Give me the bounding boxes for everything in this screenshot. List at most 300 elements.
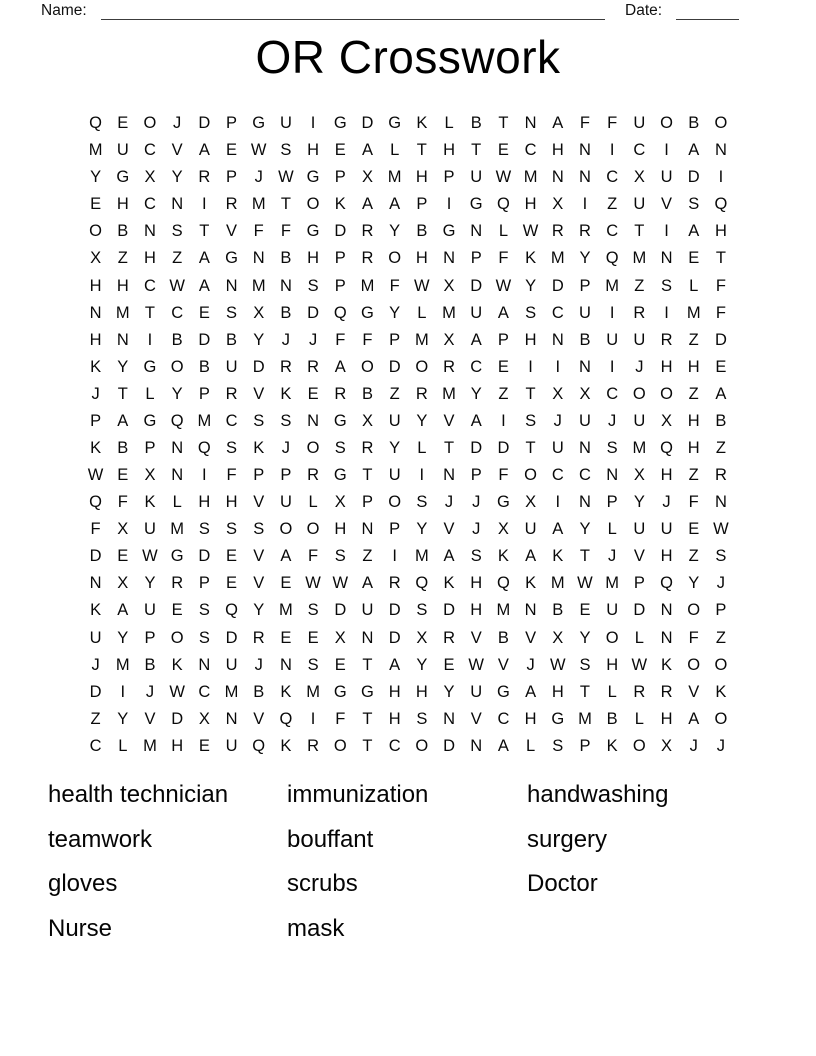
grid-letter: W: [522, 222, 539, 241]
grid-letter: C: [606, 168, 619, 187]
grid-letter: B: [226, 330, 238, 349]
grid-letter: N: [660, 249, 673, 268]
grid-letter: A: [361, 195, 373, 214]
grid-letter: Z: [172, 249, 183, 268]
grid-letter: N: [551, 330, 564, 349]
grid-letter: C: [144, 276, 156, 295]
grid-letter: M: [143, 736, 157, 755]
grid-letter: Q: [197, 438, 211, 457]
grid-letter: J: [635, 357, 644, 376]
grid-letter: F: [90, 520, 101, 539]
grid-letter: J: [608, 547, 617, 566]
grid-letter: E: [198, 303, 210, 322]
grid-letter: W: [468, 655, 484, 674]
grid-letter: G: [333, 682, 347, 701]
grid-letter: X: [361, 168, 373, 187]
grid-letter: T: [362, 709, 373, 728]
grid-letter: X: [552, 384, 564, 403]
grid-letter: D: [470, 276, 483, 295]
grid-letter: A: [497, 303, 509, 322]
grid-letter: X: [117, 520, 129, 539]
grid-letter: L: [634, 709, 644, 728]
grid-letter: A: [280, 547, 292, 566]
grid-letter: Y: [579, 520, 591, 539]
grid-letter: Q: [279, 709, 293, 728]
grid-letter: D: [388, 357, 401, 376]
grid-letter: U: [524, 520, 537, 539]
grid-letter: A: [117, 411, 129, 430]
grid-letter: D: [497, 438, 510, 457]
grid-letter: W: [631, 655, 648, 674]
grid-letter: C: [551, 466, 564, 485]
grid-letter: R: [307, 736, 320, 755]
grid-letter: N: [660, 601, 673, 620]
grid-letter: G: [361, 682, 374, 701]
grid-letter: D: [687, 168, 700, 187]
grid-letter: I: [446, 195, 452, 214]
grid-letter: S: [198, 601, 210, 620]
grid-letter: C: [144, 195, 156, 214]
grid-letter: H: [225, 493, 238, 512]
grid-letter: G: [333, 114, 347, 133]
grid-letter: U: [361, 601, 374, 620]
grid-letter: X: [416, 628, 428, 647]
grid-letter: S: [253, 411, 265, 430]
grid-letter: N: [579, 438, 591, 457]
grid-letter: I: [664, 303, 669, 322]
grid-letter: A: [715, 384, 727, 403]
grid-letter: R: [633, 303, 646, 322]
grid-letter: N: [252, 249, 265, 268]
grid-letter: L: [390, 141, 400, 160]
grid-letter: A: [552, 114, 564, 133]
grid-letter: K: [715, 682, 727, 701]
grid-letter: V: [470, 709, 482, 728]
grid-letter: T: [280, 195, 291, 214]
grid-letter: H: [660, 547, 673, 566]
word-list-item: Nurse: [48, 914, 113, 942]
grid-letter: V: [226, 222, 238, 241]
word-list-item: teamwork: [48, 825, 153, 853]
grid-letter: J: [145, 682, 155, 701]
grid-letter: N: [171, 466, 184, 485]
grid-letter: B: [117, 438, 129, 457]
grid-letter: A: [688, 141, 700, 160]
grid-letter: H: [307, 249, 320, 268]
grid-letter: T: [715, 249, 726, 268]
grid-letter: P: [198, 574, 210, 593]
grid-letter: C: [388, 736, 401, 755]
grid-letter: K: [280, 736, 292, 755]
grid-letter: V: [253, 493, 265, 512]
grid-letter: H: [307, 141, 320, 160]
grid-letter: N: [470, 736, 483, 755]
grid-letter: M: [197, 411, 212, 430]
grid-letter: Q: [89, 114, 103, 133]
grid-letter: I: [310, 114, 316, 133]
grid-letter: M: [414, 330, 429, 349]
grid-letter: V: [144, 709, 156, 728]
grid-letter: D: [198, 114, 211, 133]
grid-letter: O: [687, 655, 701, 674]
grid-letter: U: [225, 655, 238, 674]
grid-letter: O: [415, 736, 429, 755]
grid-letter: U: [660, 168, 673, 187]
grid-letter: U: [579, 411, 591, 430]
grid-letter: N: [279, 276, 292, 295]
grid-letter: H: [116, 195, 129, 214]
grid-letter: S: [226, 303, 238, 322]
grid-letter: V: [253, 574, 265, 593]
grid-letter: S: [552, 736, 564, 755]
grid-letter: W: [549, 655, 566, 674]
grid-letter: Q: [714, 195, 728, 214]
grid-letter: Y: [443, 682, 455, 701]
grid-letter: G: [496, 682, 510, 701]
grid-letter: C: [497, 709, 510, 728]
grid-letter: Z: [715, 628, 726, 647]
grid-letter: Y: [579, 628, 591, 647]
grid-letter: N: [551, 168, 564, 187]
grid-letter: Q: [252, 736, 266, 755]
grid-letter: G: [252, 114, 266, 133]
grid-letter: T: [634, 222, 645, 241]
grid-letter: K: [525, 574, 537, 593]
grid-letter: J: [91, 655, 100, 674]
grid-letter: C: [225, 411, 238, 430]
grid-letter: I: [718, 168, 724, 187]
grid-letter: Y: [90, 168, 102, 187]
grid-letter: X: [552, 628, 564, 647]
grid-letter: H: [116, 276, 129, 295]
grid-letter: E: [334, 141, 346, 160]
grid-letter: N: [307, 411, 320, 430]
grid-letter: U: [633, 330, 646, 349]
grid-letter: E: [117, 114, 129, 133]
grid-letter: M: [686, 303, 701, 322]
grid-letter: K: [90, 601, 102, 620]
grid-letter: F: [688, 628, 699, 647]
grid-letter: C: [579, 466, 591, 485]
grid-letter: N: [443, 249, 455, 268]
grid-letter: P: [715, 601, 727, 620]
grid-letter: K: [280, 682, 292, 701]
grid-letter: C: [89, 736, 102, 755]
grid-letter: J: [254, 168, 263, 187]
grid-letter: P: [334, 276, 346, 295]
grid-letter: R: [307, 466, 320, 485]
grid-letter: O: [524, 466, 538, 485]
grid-letter: B: [715, 411, 727, 430]
grid-letter: A: [443, 547, 455, 566]
grid-letter: Q: [89, 493, 103, 512]
grid-letter: X: [361, 411, 373, 430]
grid-letter: O: [333, 736, 347, 755]
grid-letter: G: [143, 411, 157, 430]
grid-letter: J: [472, 493, 481, 512]
grid-letter: A: [470, 411, 482, 430]
grid-letter: G: [388, 114, 402, 133]
grid-letter: P: [470, 466, 482, 485]
grid-letter: P: [416, 195, 428, 214]
grid-letter: H: [415, 168, 428, 187]
grid-letter: D: [334, 601, 347, 620]
grid-letter: H: [551, 682, 564, 701]
grid-letter: X: [661, 411, 673, 430]
date-blank-line: [676, 19, 739, 20]
grid-letter: R: [252, 628, 265, 647]
grid-letter: Z: [117, 249, 128, 268]
grid-letter: Q: [170, 411, 184, 430]
grid-letter: A: [334, 357, 346, 376]
grid-letter: U: [633, 520, 646, 539]
grid-letter: A: [552, 520, 564, 539]
grid-letter: F: [335, 330, 346, 349]
grid-letter: B: [416, 222, 428, 241]
grid-letter: T: [362, 655, 373, 674]
grid-letter: J: [662, 493, 671, 512]
grid-letter: C: [144, 141, 156, 160]
grid-letter: A: [497, 736, 509, 755]
grid-letter: O: [605, 628, 619, 647]
grid-letter: D: [361, 114, 374, 133]
grid-letter: D: [388, 628, 401, 647]
grid-letter: F: [362, 330, 373, 349]
grid-letter: U: [225, 357, 238, 376]
grid-letter: A: [470, 330, 482, 349]
grid-letter: X: [497, 520, 509, 539]
grid-letter: Y: [117, 628, 129, 647]
grid-letter: E: [198, 736, 210, 755]
grid-letter: X: [633, 466, 645, 485]
grid-letter: U: [606, 330, 619, 349]
grid-letter: V: [443, 411, 455, 430]
grid-letter: A: [688, 709, 700, 728]
grid-letter: W: [495, 168, 512, 187]
grid-letter: H: [171, 736, 184, 755]
grid-letter: W: [305, 574, 321, 593]
grid-letter: Y: [253, 601, 265, 620]
grid-letter: R: [171, 574, 184, 593]
grid-letter: B: [361, 384, 373, 403]
grid-letter: R: [660, 682, 673, 701]
grid-letter: S: [470, 547, 482, 566]
grid-letter: M: [251, 276, 266, 295]
grid-letter: A: [389, 655, 401, 674]
grid-letter: A: [198, 249, 210, 268]
grid-letter: I: [528, 357, 533, 376]
grid-letter: S: [307, 276, 319, 295]
grid-letter: R: [361, 438, 374, 457]
grid-letter: R: [633, 682, 646, 701]
grid-letter: X: [253, 303, 265, 322]
grid-letter: P: [389, 520, 401, 539]
grid-letter: H: [388, 709, 401, 728]
grid-letter: P: [579, 276, 591, 295]
grid-letter: L: [145, 384, 155, 403]
grid-letter: E: [280, 628, 292, 647]
grid-letter: O: [388, 249, 402, 268]
grid-letter: L: [607, 520, 617, 539]
grid-letter: E: [90, 195, 102, 214]
grid-letter: T: [117, 384, 128, 403]
grid-letter: Y: [579, 249, 591, 268]
grid-letter: S: [280, 141, 292, 160]
grid-letter: N: [579, 493, 591, 512]
grid-letter: R: [279, 357, 292, 376]
grid-letter: V: [633, 547, 645, 566]
grid-letter: U: [388, 466, 401, 485]
grid-letter: K: [90, 438, 102, 457]
grid-letter: U: [225, 736, 238, 755]
grid-letter: Q: [660, 438, 673, 457]
grid-letter: N: [524, 114, 537, 133]
grid-letter: H: [415, 682, 428, 701]
grid-letter: H: [334, 520, 347, 539]
grid-letter: J: [608, 411, 617, 430]
grid-letter: P: [470, 249, 482, 268]
grid-letter: C: [551, 303, 564, 322]
grid-letter: P: [280, 466, 292, 485]
grid-letter: O: [660, 384, 673, 403]
grid-letter: M: [115, 655, 130, 674]
grid-letter: D: [334, 222, 347, 241]
grid-letter: I: [202, 195, 207, 214]
grid-letter: S: [171, 222, 183, 241]
grid-letter: X: [198, 709, 210, 728]
grid-letter: N: [714, 493, 727, 512]
grid-letter: S: [334, 547, 346, 566]
grid-letter: B: [280, 249, 292, 268]
grid-letter: V: [688, 682, 700, 701]
grid-letter: B: [606, 709, 618, 728]
grid-letter: D: [252, 357, 265, 376]
word-list: [0, 773, 816, 973]
grid-letter: Q: [660, 574, 673, 593]
date-label: Date:: [625, 2, 663, 19]
grid-letter: Y: [117, 709, 129, 728]
grid-letter: Y: [171, 168, 183, 187]
grid-letter: G: [361, 303, 374, 322]
grid-letter: M: [442, 384, 456, 403]
grid-letter: F: [335, 709, 346, 728]
grid-letter: E: [579, 601, 591, 620]
grid-letter: U: [633, 195, 646, 214]
grid-letter: E: [497, 141, 509, 160]
grid-letter: W: [278, 168, 294, 187]
grid-letter: J: [173, 114, 182, 133]
grid-letter: D: [198, 330, 211, 349]
grid-letter: Z: [90, 709, 101, 728]
grid-letter: J: [281, 330, 291, 349]
grid-letter: M: [550, 249, 565, 268]
grid-letter: B: [552, 601, 564, 620]
grid-letter: S: [525, 303, 537, 322]
grid-letter: F: [389, 276, 400, 295]
grid-letter: S: [198, 520, 210, 539]
grid-letter: I: [310, 709, 316, 728]
grid-letter: U: [633, 114, 646, 133]
grid-letter: W: [169, 276, 185, 295]
grid-letter: S: [226, 520, 238, 539]
grid-letter: B: [280, 303, 292, 322]
grid-letter: P: [443, 168, 455, 187]
grid-letter: L: [417, 438, 427, 457]
grid-letter: M: [88, 141, 103, 160]
grid-letter: D: [714, 330, 727, 349]
grid-letter: K: [661, 655, 673, 674]
grid-letter: K: [280, 384, 292, 403]
grid-letter: Y: [389, 222, 401, 241]
grid-letter: Y: [416, 520, 428, 539]
grid-letter: E: [688, 249, 700, 268]
grid-letter: E: [171, 601, 183, 620]
grid-letter: M: [632, 438, 647, 457]
grid-letter: J: [308, 330, 318, 349]
grid-letter: S: [688, 195, 700, 214]
grid-letter: T: [525, 438, 536, 457]
grid-letter: H: [660, 466, 673, 485]
grid-letter: N: [579, 168, 591, 187]
grid-letter: Y: [416, 655, 428, 674]
grid-letter: F: [226, 466, 237, 485]
grid-letter: R: [361, 222, 374, 241]
grid-letter: N: [660, 628, 673, 647]
grid-letter: H: [524, 195, 537, 214]
grid-letter: A: [361, 141, 373, 160]
grid-letter: N: [279, 655, 292, 674]
grid-letter: E: [688, 520, 700, 539]
grid-letter: L: [172, 493, 182, 512]
grid-letter: I: [609, 357, 615, 376]
grid-letter: R: [660, 330, 673, 349]
grid-letter: Q: [415, 574, 429, 593]
grid-letter: U: [633, 411, 646, 430]
grid-letter: N: [606, 466, 619, 485]
grid-letter: E: [715, 357, 727, 376]
grid-letter: G: [442, 222, 456, 241]
grid-letter: E: [117, 547, 129, 566]
grid-letter: B: [470, 114, 482, 133]
grid-letter: T: [443, 438, 455, 457]
grid-letter: M: [496, 601, 511, 620]
grid-letter: E: [226, 141, 238, 160]
grid-letter: I: [609, 303, 615, 322]
grid-letter: D: [198, 547, 211, 566]
grid-letter: G: [469, 195, 483, 214]
grid-letter: R: [579, 222, 591, 241]
grid-letter: K: [334, 195, 346, 214]
grid-letter: H: [89, 330, 102, 349]
grid-letter: V: [253, 547, 265, 566]
grid-letter: B: [688, 114, 700, 133]
grid-letter: N: [470, 222, 483, 241]
grid-letter: I: [555, 493, 561, 512]
grid-letter: S: [606, 438, 618, 457]
grid-letter: Q: [225, 601, 238, 620]
grid-letter: P: [198, 384, 210, 403]
grid-letter: O: [306, 438, 320, 457]
grid-letter: Z: [688, 330, 699, 349]
grid-letter: M: [170, 520, 185, 539]
word-list-item: mask: [287, 914, 345, 942]
grid-letter: T: [362, 736, 373, 755]
grid-letter: X: [443, 276, 455, 295]
grid-letter: P: [389, 330, 401, 349]
grid-letter: X: [579, 384, 591, 403]
grid-letter: N: [116, 330, 129, 349]
grid-letter: K: [416, 114, 428, 133]
